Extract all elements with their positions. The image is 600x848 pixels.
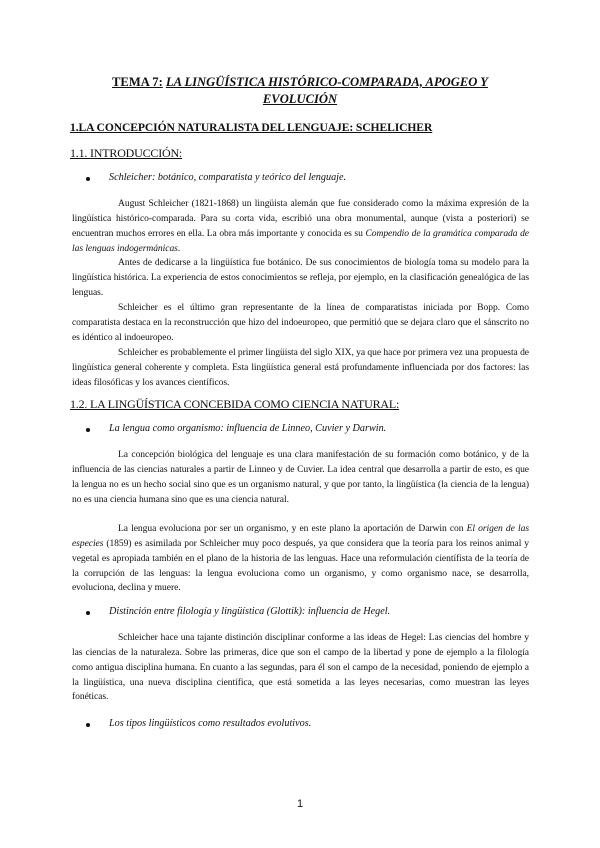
paragraph-1-2-c — [72, 631, 529, 705]
paragraph-1-2-b: La lengua evoluciona por ser un organismo, y en este plano la aportación de Darwin con El origen de las especies (1859) es asimilada por Schleicher muy poco después, ya que considera que la teoría para los reinos animal y vegetal es apropiada también en el plano de la historia de las lenguas. Hace una reformulación científista de la teoría de la corrupción de las lenguas: la lengua evoluciona como un organismo, y como organismo nace, se desarrolla, evoluciona, declina y muere. — [72, 523, 529, 594]
title-line-1: LA LINGÜÍSTICA HISTÓRICO-COMPARADA, APOGEO Y — [165, 75, 488, 89]
paragraph-text: Schleicher es el último gran representante de la línea de comparatistas iniciada por Bopp. Como comparatista destaca en la reconstrucción que hizo del indoeuropeo, que permitió que se dejara claro que el sánscrito no es idéntico al indoeuropeo. — [72, 302, 529, 343]
bullet-text: Distinción entre filología y lingüística (Glottik): influencia de Hegel. — [109, 606, 391, 617]
paragraph-text: La concepción biológica del lenguaje es una clara manifestación de su formación como botánico, y de la influencia de las ciencias naturales a partir de Linneo y de Cuvier. La idea central que desarrolla a partir de esto, es que la lengua no es un hecho social sino que es un organismo natural, y que por tanto, la lingüística (la ciencia de la lengua) no es una ciencia humana sino que es una ciencia natural. — [72, 449, 529, 505]
bullet-dot-icon — [86, 428, 90, 432]
page-title — [70, 74, 530, 108]
paragraph-1-1-a: August Schleicher (1821-1868) un lingüista alemán que fue considerado como la máxima expresión de la lingüística histórico-comparada. Para su corta vida, escribió una obra monumental, aunque (vista a posteriori) se encuentran muchos errores en ella. La obra más importante y conocida es su Compendio de la gramática comparada de las lenguas indogermánicas. — [72, 198, 529, 254]
bullet-dot-icon — [86, 611, 90, 615]
paragraph-text: Schleicher es probablemente el primer lingüista del siglo XIX, ya que hace por primera vez una propuesta de lingüística general coherente y completa. Esta lingüística general está profundamente influenciada por dos factores: las ideas filosóficas y los avances científicos. — [72, 347, 529, 388]
paragraph-1-1-b — [72, 256, 529, 301]
subsection-1-2-heading: 1.2. LA LINGÜÍSTICA CONCEBIDA COMO CIENCIA NATURAL: — [70, 397, 400, 411]
title-prefix: TEMA 7: — [112, 75, 163, 89]
work-title: El origen de las especies — [72, 523, 529, 549]
bullet-text: Schleicher: botánico, comparatista y teórico del lenguaje. — [109, 172, 347, 183]
bullet-text: La lengua como organismo: influencia de Linneo, Cuvier y Darwin. — [109, 423, 387, 434]
paragraph-1-1-c — [72, 301, 529, 346]
paragraph-1-2-a — [72, 448, 529, 507]
bullet-dot-icon — [86, 723, 90, 727]
paragraph-text: Antes de dedicarse a la lingüística fue botánico. De sus conocimientos de biología toma su modelo para la lingüística histórica. La experiencia de estos conocimientos se refleja, por ejemplo, en la clasificación genealógica de las lenguas. — [72, 257, 529, 298]
paragraph-1-1-d — [72, 346, 529, 391]
section-1-heading: 1.LA CONCEPCIÓN NATURALISTA DEL LENGUAJE: SCHELICHER — [70, 121, 433, 134]
paragraph-text: Schleicher hace una tajante distinción disciplinar conforme a las ideas de Hegel: Las ciencias del hombre y las ciencias de la naturaleza. Sobre las primeras, dice que son el campo de la libertad y pone de ejemplo a la filología como antigua disciplina humana. En cuanto a las segundas, para él son el campo de la necesidad, poniendo de ejemplo a la lingüística, una nueva disciplina científica, que está sometida a las leyes necesarias, como muestran las leyes fonéticas. — [72, 632, 529, 703]
work-title: Compendio de la gramática comparada de las lenguas indogermánicas — [72, 227, 529, 254]
page-number: 1 — [296, 798, 304, 810]
bullet-dot-icon — [86, 177, 90, 181]
title-line-2: EVOLUCIÓN — [262, 92, 338, 106]
bullet-text: Los tipos lingüísticos como resultados evolutivos. — [109, 718, 312, 729]
subsection-1-1-heading: 1.1. INTRODUCCIÓN: — [70, 146, 183, 160]
paragraph-text: August Schleicher (1821-1868) un lingüista alemán que fue considerado como la máxima expresión de la lingüística histórico-comparada. Para su corta vida, escribió una obra monumental, aunque (vista a posteriori) se encuentran muchos errores en ella. La obra más importante y conocida es su — [72, 198, 529, 239]
